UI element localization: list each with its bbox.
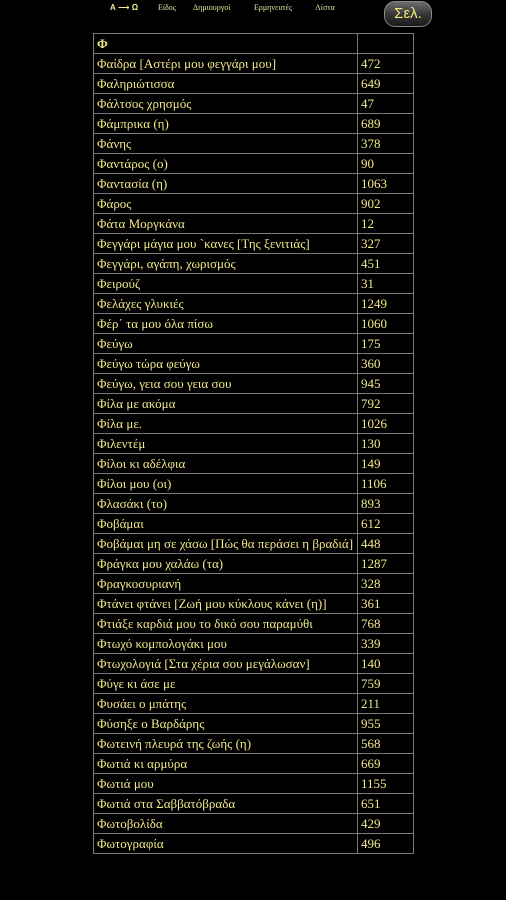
table-row[interactable] (94, 274, 414, 294)
song-title-cell[interactable]: Φτωχολογιά [Στα χέρια σου μεγάλωσαν] (94, 654, 358, 674)
song-title-cell[interactable]: Φάμπρικα (η) (94, 114, 358, 134)
table-row[interactable] (94, 354, 414, 374)
song-title-cell[interactable]: Φεύγω, γεια σου γεια σου (94, 374, 358, 394)
song-title-cell[interactable]: Φέρ΄ τα μου όλα πίσω (94, 314, 358, 334)
table-row[interactable] (94, 194, 414, 214)
song-number-cell: 1249 (358, 294, 414, 314)
table-row[interactable] (94, 814, 414, 834)
table-row[interactable] (94, 134, 414, 154)
song-title-cell[interactable]: Φτάνει φτάνει [Ζωή μου κύκλους κάνει (η)] (94, 594, 358, 614)
song-title-cell[interactable]: Φτιάξε καρδιά μου το δικό σου παραμύθι (94, 614, 358, 634)
song-title-cell[interactable]: Φωτιά στα Σαββατόβραδα (94, 794, 358, 814)
table-row[interactable] (94, 74, 414, 94)
table-row[interactable] (94, 734, 414, 754)
nav-genre-link[interactable]: Είδος (158, 3, 176, 12)
nav-performers-link[interactable]: Ερμηνευτές (254, 3, 293, 12)
table-row[interactable] (94, 834, 414, 854)
nav-alpha-omega-link[interactable]: Α ⟶ Ω (110, 3, 139, 12)
song-title-cell[interactable]: Φοβάμαι μη σε χάσω [Πώς θα περάσει η βραδιά] (94, 534, 358, 554)
song-number-cell: 945 (358, 374, 414, 394)
table-row[interactable] (94, 474, 414, 494)
song-number-cell: 327 (358, 234, 414, 254)
top-navigation (0, 0, 506, 30)
table-row[interactable] (94, 54, 414, 74)
song-number-cell: 360 (358, 354, 414, 374)
song-number-cell: 893 (358, 494, 414, 514)
song-title-cell[interactable]: Φεύγω (94, 334, 358, 354)
song-number-cell: 612 (358, 514, 414, 534)
song-number-cell: 90 (358, 154, 414, 174)
table-row[interactable] (94, 594, 414, 614)
table-row[interactable] (94, 114, 414, 134)
song-number-cell: 955 (358, 714, 414, 734)
table-row[interactable] (94, 234, 414, 254)
song-number-cell: 149 (358, 454, 414, 474)
song-number-cell: 496 (358, 834, 414, 854)
table-row[interactable] (94, 314, 414, 334)
table-row[interactable] (94, 414, 414, 434)
song-number-cell: 211 (358, 694, 414, 714)
table-row[interactable] (94, 714, 414, 734)
song-title-cell[interactable]: Φαντάρος (ο) (94, 154, 358, 174)
table-row[interactable] (94, 494, 414, 514)
song-title-cell[interactable]: Φάλτσος χρησμός (94, 94, 358, 114)
song-number-cell: 759 (358, 674, 414, 694)
song-number-cell: 1026 (358, 414, 414, 434)
table-row[interactable] (94, 514, 414, 534)
section-header-row (94, 34, 414, 54)
table-row[interactable] (94, 374, 414, 394)
table-row[interactable] (94, 394, 414, 414)
song-number-cell: 12 (358, 214, 414, 234)
song-title-cell[interactable]: Φράγκα μου χαλάω (τα) (94, 554, 358, 574)
song-title-cell[interactable]: Φτωχό κομπολογάκι μου (94, 634, 358, 654)
table-row[interactable] (94, 634, 414, 654)
table-row[interactable] (94, 754, 414, 774)
song-number-cell: 339 (358, 634, 414, 654)
song-number-cell: 472 (358, 54, 414, 74)
song-title-cell[interactable]: Φαληριώτισσα (94, 74, 358, 94)
song-title-cell[interactable]: Φυσάει ο μπάτης (94, 694, 358, 714)
song-number-cell: 451 (358, 254, 414, 274)
table-row[interactable] (94, 694, 414, 714)
song-title-cell[interactable]: Φαίδρα [Αστέρι μου φεγγάρι μου] (94, 54, 358, 74)
table-row[interactable] (94, 434, 414, 454)
table-row[interactable] (94, 174, 414, 194)
table-row[interactable] (94, 574, 414, 594)
song-number-cell: 1155 (358, 774, 414, 794)
table-row[interactable] (94, 534, 414, 554)
song-number-cell: 378 (358, 134, 414, 154)
song-number-cell: 140 (358, 654, 414, 674)
song-number-cell: 130 (358, 434, 414, 454)
song-title-cell[interactable]: Φεγγάρι, αγάπη, χωρισμός (94, 254, 358, 274)
table-row[interactable] (94, 94, 414, 114)
songs-table (93, 33, 414, 854)
song-title-cell[interactable]: Φεύγω τώρα φεύγω (94, 354, 358, 374)
table-row[interactable] (94, 214, 414, 234)
song-number-cell: 1287 (358, 554, 414, 574)
song-number-cell: 651 (358, 794, 414, 814)
table-row[interactable] (94, 774, 414, 794)
song-number-cell: 328 (358, 574, 414, 594)
song-number-cell: 649 (358, 74, 414, 94)
table-row[interactable] (94, 154, 414, 174)
song-number-cell: 175 (358, 334, 414, 354)
table-row[interactable] (94, 254, 414, 274)
song-title-cell[interactable]: Φίλοι μου (οι) (94, 474, 358, 494)
song-title-cell[interactable]: Φεγγάρι μάγια μου `κανες [Της ξενιτιάς] (94, 234, 358, 254)
song-number-cell: 669 (358, 754, 414, 774)
nav-list-link[interactable]: Λίστα (315, 3, 335, 12)
song-number-cell: 792 (358, 394, 414, 414)
song-number-cell: 902 (358, 194, 414, 214)
table-row[interactable] (94, 794, 414, 814)
song-number-cell: 568 (358, 734, 414, 754)
song-title-cell[interactable]: Φωτογραφία (94, 834, 358, 854)
song-title-cell[interactable]: Φύγε κι άσε με (94, 674, 358, 694)
song-title-cell[interactable]: Φύσηξε ο Βαρδάρης (94, 714, 358, 734)
table-row[interactable] (94, 454, 414, 474)
song-title-cell[interactable]: Φιλεντέμ (94, 434, 358, 454)
song-title-cell[interactable]: Φίλοι κι αδέλφια (94, 454, 358, 474)
song-title-cell[interactable]: Φωτοβολίδα (94, 814, 358, 834)
song-number-cell: 689 (358, 114, 414, 134)
section-header-empty-cell (358, 34, 414, 54)
section-header-letter: Φ (94, 34, 358, 54)
song-title-cell[interactable]: Φάνης (94, 134, 358, 154)
nav-creators-link[interactable]: Δημιουργοί (193, 3, 231, 12)
song-title-cell[interactable]: Φαντασία (η) (94, 174, 358, 194)
song-title-cell[interactable]: Φωτιά κι αρμύρα (94, 754, 358, 774)
song-number-cell: 1060 (358, 314, 414, 334)
table-row[interactable] (94, 674, 414, 694)
song-number-cell: 361 (358, 594, 414, 614)
song-title-cell[interactable]: Φωτιά μου (94, 774, 358, 794)
song-number-cell: 1063 (358, 174, 414, 194)
song-number-cell: 47 (358, 94, 414, 114)
table-row[interactable] (94, 334, 414, 354)
select-page-button[interactable]: Σελ. (384, 1, 432, 27)
table-row[interactable] (94, 554, 414, 574)
song-title-cell[interactable]: Φραγκοσυριανή (94, 574, 358, 594)
song-number-cell: 1106 (358, 474, 414, 494)
song-number-cell: 31 (358, 274, 414, 294)
song-title-cell[interactable]: Φοβάμαι (94, 514, 358, 534)
song-title-cell[interactable]: Φωτεινή πλευρά της ζωής (η) (94, 734, 358, 754)
table-row[interactable] (94, 614, 414, 634)
table-row[interactable] (94, 654, 414, 674)
table-row[interactable] (94, 294, 414, 314)
song-title-cell[interactable]: Φελάχες γλυκιές (94, 294, 358, 314)
song-number-cell: 768 (358, 614, 414, 634)
song-title-cell[interactable]: Φλασάκι (το) (94, 494, 358, 514)
song-title-cell[interactable]: Φειρούζ (94, 274, 358, 294)
song-title-cell[interactable]: Φάτα Μοργκάνα (94, 214, 358, 234)
song-title-cell[interactable]: Φίλα με ακόμα (94, 394, 358, 414)
song-number-cell: 448 (358, 534, 414, 554)
song-title-cell[interactable]: Φάρος (94, 194, 358, 214)
songs-table-container (93, 33, 413, 854)
song-number-cell: 429 (358, 814, 414, 834)
song-title-cell[interactable]: Φίλα με. (94, 414, 358, 434)
